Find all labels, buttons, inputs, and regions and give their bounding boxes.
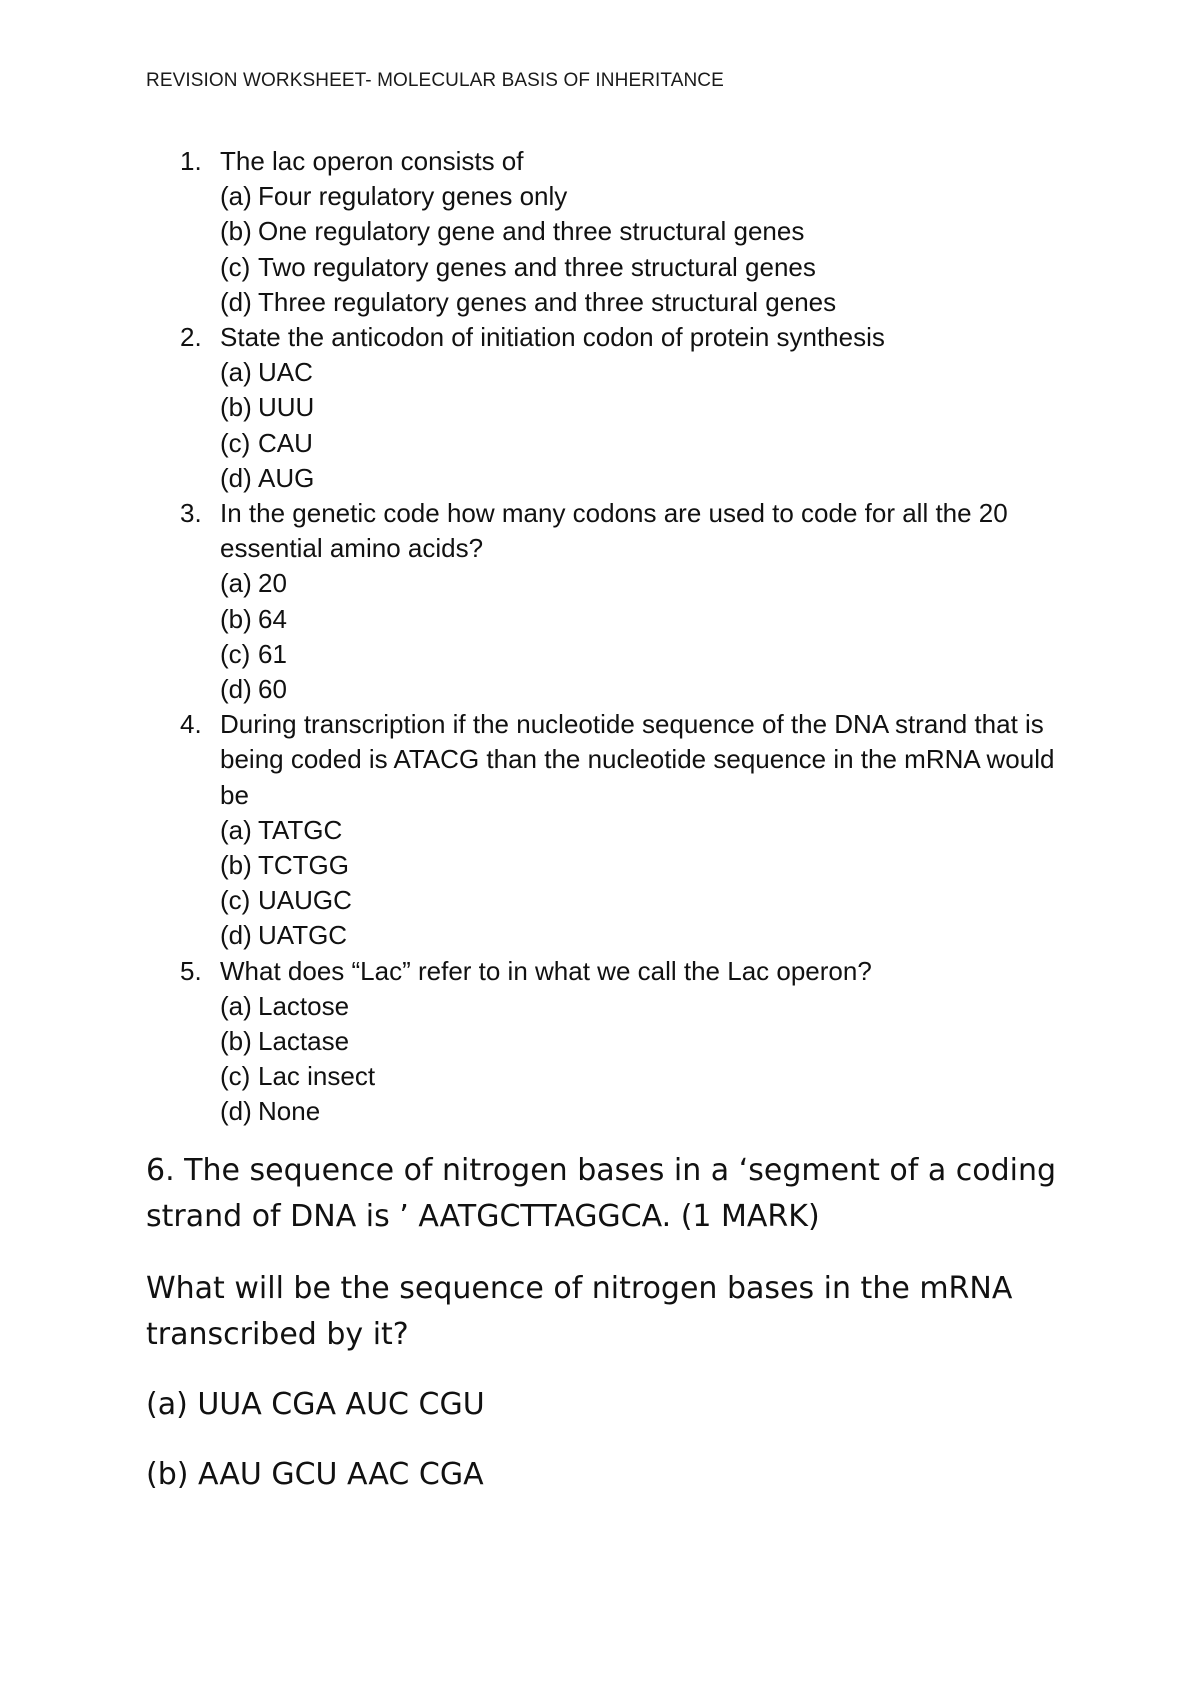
- option-d: [220, 918, 1080, 953]
- question-4: [180, 707, 1080, 953]
- question-list: [180, 144, 1080, 1130]
- option-a: [220, 813, 1080, 848]
- option-letter: (d): [220, 920, 252, 951]
- option-letter: (c): [220, 427, 251, 458]
- option-letter: (c): [220, 885, 251, 916]
- question-6: [146, 1148, 1066, 1522]
- question-text: In the genetic code how many codons are used to code for all the 20 essential amino acids?: [220, 498, 1008, 564]
- option-letter: (a): [220, 568, 252, 599]
- option-b: [220, 848, 1080, 883]
- option-letter: (b): [220, 392, 252, 423]
- option-text: TATGC: [258, 814, 343, 845]
- question-6-option-b: (b) AAU GCU AAC CGA: [146, 1457, 484, 1492]
- option-letter: (b): [220, 603, 252, 634]
- option-a: [220, 179, 1080, 214]
- option-a: [220, 989, 1080, 1024]
- option-text: UAC: [258, 357, 313, 388]
- option-letter: (d): [220, 1096, 252, 1127]
- option-d: [220, 1094, 1080, 1129]
- option-text: Two regulatory genes and three structural genes: [258, 251, 816, 282]
- question-6-prompt: What will be the sequence of nitrogen bases in the mRNA transcribed by it?: [146, 1271, 1013, 1352]
- question-text: What does “Lac” refer to in what we call the Lac operon?: [220, 955, 872, 986]
- question-number: 5.: [180, 955, 202, 986]
- option-c: [220, 1059, 1080, 1094]
- question-6-option-a: (a) UUA CGA AUC CGU: [146, 1387, 485, 1422]
- option-b: [220, 602, 1080, 637]
- option-b: [220, 1024, 1080, 1059]
- option-letter: (c): [220, 1061, 251, 1092]
- option-text: Lactase: [258, 1026, 350, 1057]
- option-text: Four regulatory genes only: [258, 181, 568, 212]
- option-text: TCTGG: [258, 850, 349, 881]
- option-text: CAU: [258, 427, 313, 458]
- option-letter: (a): [220, 814, 252, 845]
- option-a: [220, 566, 1080, 601]
- option-d: [220, 285, 1080, 320]
- question-number: 2.: [180, 322, 202, 353]
- option-d: [220, 672, 1080, 707]
- question-3: [180, 496, 1080, 707]
- option-letter: (b): [220, 850, 252, 881]
- question-number: 4.: [180, 709, 202, 740]
- question-text: The lac operon consists of: [220, 146, 524, 176]
- option-letter: (d): [220, 462, 252, 493]
- option-b: [220, 390, 1080, 425]
- option-letter: (a): [220, 357, 252, 388]
- option-text: Lac insect: [258, 1061, 376, 1092]
- option-letter: (a): [220, 990, 252, 1021]
- question-number: 3.: [180, 498, 202, 529]
- option-text: 64: [258, 603, 287, 634]
- option-text: 61: [258, 638, 287, 669]
- option-a: [220, 355, 1080, 390]
- option-letter: (a): [220, 181, 252, 212]
- option-text: One regulatory gene and three structural genes: [258, 216, 805, 247]
- option-letter: (b): [220, 216, 252, 247]
- question-6-stem: 6. The sequence of nitrogen bases in a ‘segment of a coding strand of DNA is ’ AATGCTTAGGCA. (1 MARK): [146, 1153, 1057, 1234]
- option-c: [220, 250, 1080, 285]
- option-c: [220, 883, 1080, 918]
- option-letter: (d): [220, 286, 252, 317]
- option-text: UATGC: [258, 920, 348, 951]
- option-c: [220, 637, 1080, 672]
- option-text: AUG: [258, 462, 315, 493]
- question-5: [180, 954, 1080, 1130]
- option-c: [220, 426, 1080, 461]
- option-b: [220, 214, 1080, 249]
- option-text: UAUGC: [258, 885, 352, 916]
- option-text: Lactose: [258, 990, 350, 1021]
- option-letter: (c): [220, 638, 251, 669]
- option-letter: (d): [220, 674, 252, 705]
- question-1: [180, 144, 1080, 320]
- option-text: 20: [258, 568, 287, 599]
- option-text: Three regulatory genes and three structural genes: [258, 286, 837, 317]
- option-letter: (b): [220, 1026, 252, 1057]
- question-text: During transcription if the nucleotide sequence of the DNA strand that is being coded is ATACG than the nucleotide sequence in the mRNA would be: [220, 709, 1055, 810]
- question-2: [180, 320, 1080, 496]
- option-text: None: [258, 1096, 321, 1127]
- option-text: 60: [258, 674, 287, 705]
- option-text: UUU: [258, 392, 315, 423]
- question-number: 1.: [180, 146, 202, 176]
- question-text: State the anticodon of initiation codon of protein synthesis: [220, 322, 885, 353]
- worksheet-title: REVISION WORKSHEET- MOLECULAR BASIS OF INHERITANCE: [146, 70, 724, 91]
- option-letter: (c): [220, 251, 251, 282]
- option-d: [220, 461, 1080, 496]
